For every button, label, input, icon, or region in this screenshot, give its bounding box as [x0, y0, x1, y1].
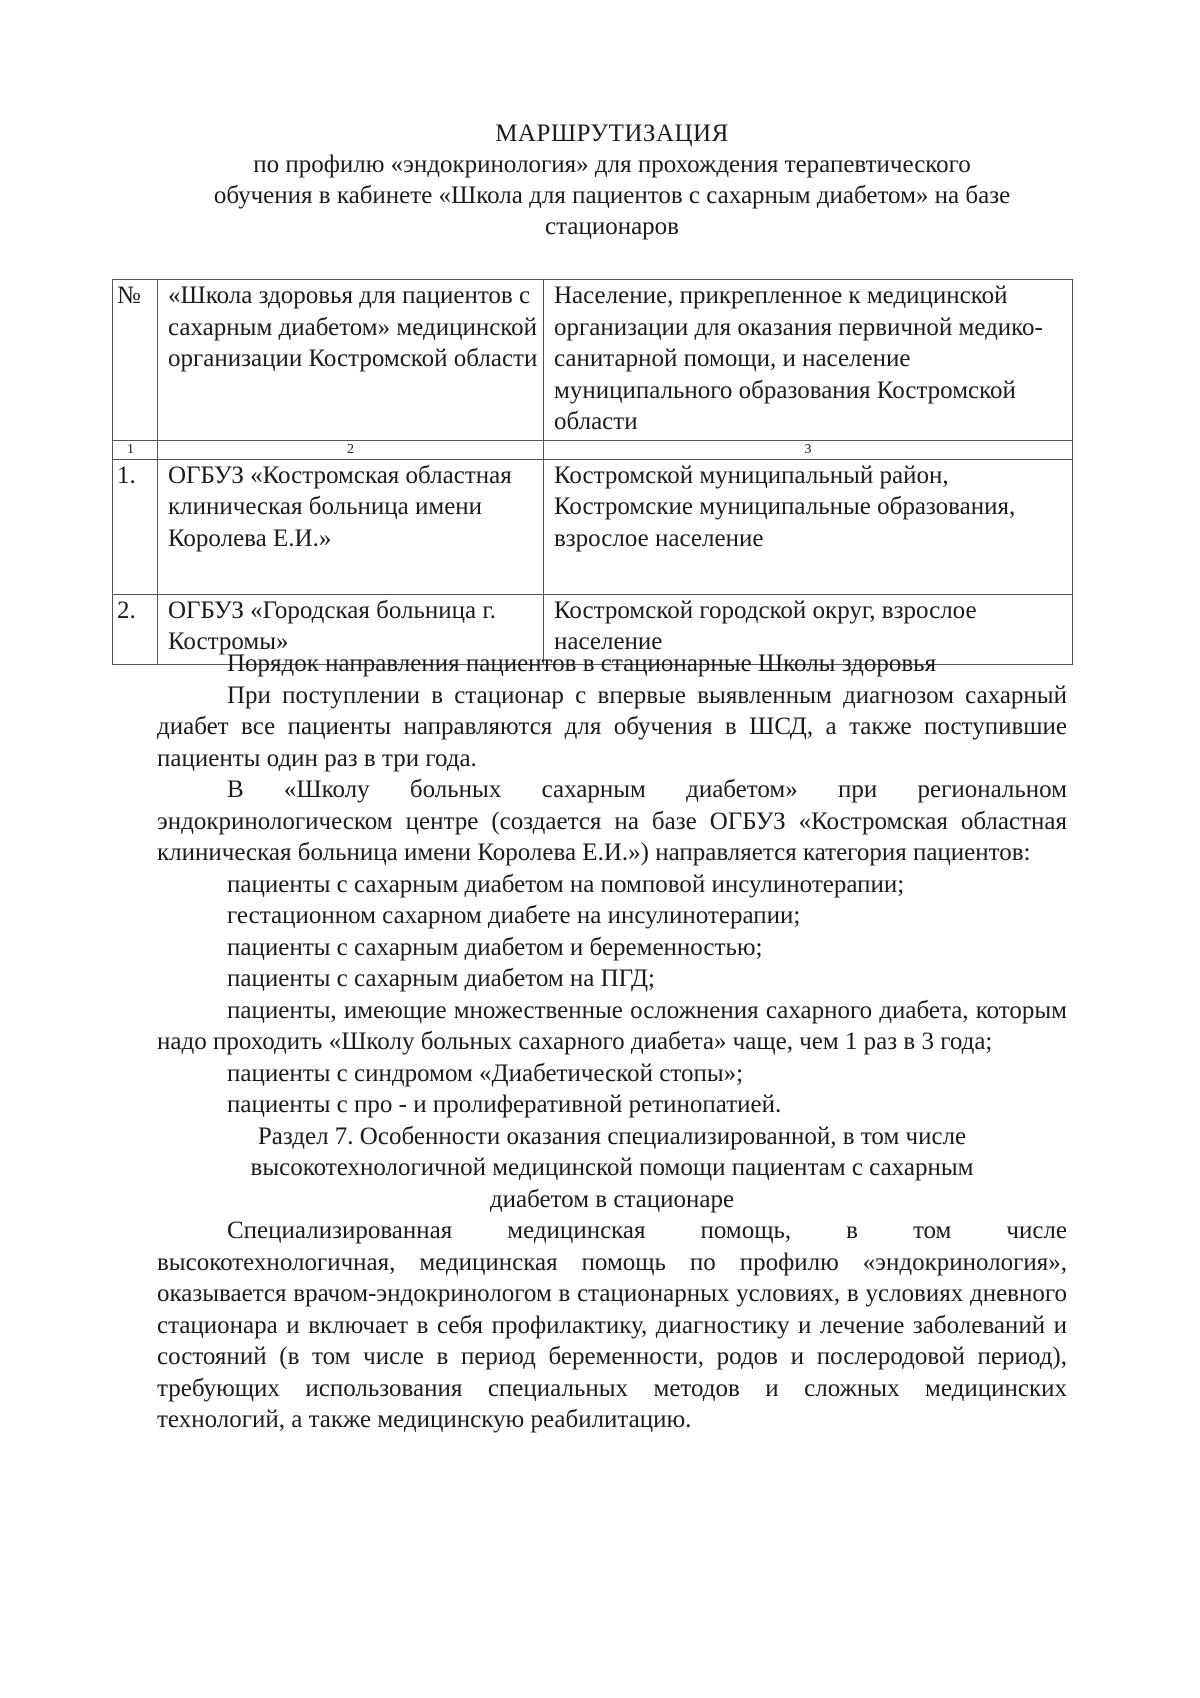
list-item: пациенты с сахарным диабетом и беременностью; [227, 933, 763, 961]
row-population: Костромской муниципальный район, Костромские муниципальные образования, взрослое население [544, 459, 1073, 594]
index-cell: 1 [113, 440, 158, 459]
table-index-row [113, 440, 1073, 459]
list-item: пациенты, имеющие множественные осложнения сахарного диабета, которым надо проходить «Школу больных сахарного диабета» чаще, чем 1 раз в 3 года; [157, 996, 1067, 1055]
section-7-heading: высокотехнологичной медицинской помощи пациентам с сахарным [250, 1154, 974, 1181]
list-item: пациенты с сахарным диабетом на ПГД; [227, 965, 655, 992]
row-number: 1. [113, 459, 158, 594]
header-number: № [113, 280, 158, 441]
routing-table [112, 279, 1073, 665]
paragraph: При поступлении в стационар с впервые выявленным диагнозом сахарный диабет все пациенты направляются для обучения в ШСД, а также поступившие пациенты один раз в три года. [157, 681, 1067, 772]
title-block [150, 118, 1074, 242]
subtitle-line: стационаров [545, 213, 679, 240]
table-row [113, 459, 1073, 594]
document-title: МАРШРУТИЗАЦИЯ [495, 120, 729, 147]
index-cell: 2 [158, 440, 544, 459]
row-number: 2. [113, 594, 158, 664]
referral-order-section [157, 648, 1067, 1436]
row-organization: ОГБУЗ «Городская больница г. Костромы» [158, 594, 544, 664]
list-item: пациенты с сахарным диабетом на помповой инсулинотерапии; [227, 870, 905, 898]
section-heading: Порядок направления пациентов в стационарные Школы здоровья [227, 650, 937, 677]
paragraph: Специализированная медицинская помощь, в том числе высокотехнологичная, медицинская помощь по профилю «эндокринология», оказывается врачом-эндокринологом в стационарных условиях, в условиях дневного стационара и включает в себя профилактику, диагностику и лечение заболеваний и состояний (в том числе в период беременности, родов и послеродовой период), требующих использования специальных методов и сложных медицинских технологий, а также медицинскую реабилитацию. [157, 1217, 1067, 1433]
header-school: «Школа здоровья для пациентов с сахарным диабетом» медицинской организации Костромской области [158, 280, 544, 441]
subtitle-line: обучения в кабинете «Школа для пациентов с сахарным диабетом» на базе [213, 182, 1011, 209]
subtitle-line: по профилю «эндокринология» для прохождения терапевтического [253, 151, 971, 178]
section-7-heading: диабетом в стационаре [489, 1185, 735, 1213]
table-header-row [113, 280, 1073, 441]
section-7-heading: Раздел 7. Особенности оказания специализированной, в том числе [257, 1122, 967, 1150]
list-item: пациенты с синдромом «Диабетической стопы»; [227, 1059, 744, 1087]
list-item: пациенты с про - и пролиферативной ретинопатией. [227, 1091, 782, 1118]
row-population: Костромской городской округ, взрослое население [544, 594, 1073, 664]
row-organization: ОГБУЗ «Костромская областная клиническая больница имени Королева Е.И.» [158, 459, 544, 594]
index-cell: 3 [544, 440, 1073, 459]
paragraph: В «Школу больных сахарным диабетом» при региональном эндокринологическом центре (создается на базе ОГБУЗ «Костромская областная клиническая больница имени Королева Е.И.») направляется категория пациентов: [157, 776, 1067, 866]
header-population: Население, прикрепленное к медицинской организации для оказания первичной медико-санитарной помощи, и население муниципального образования Костромской области [544, 280, 1073, 441]
list-item: гестационном сахарном диабете на инсулинотерапии; [227, 902, 801, 929]
